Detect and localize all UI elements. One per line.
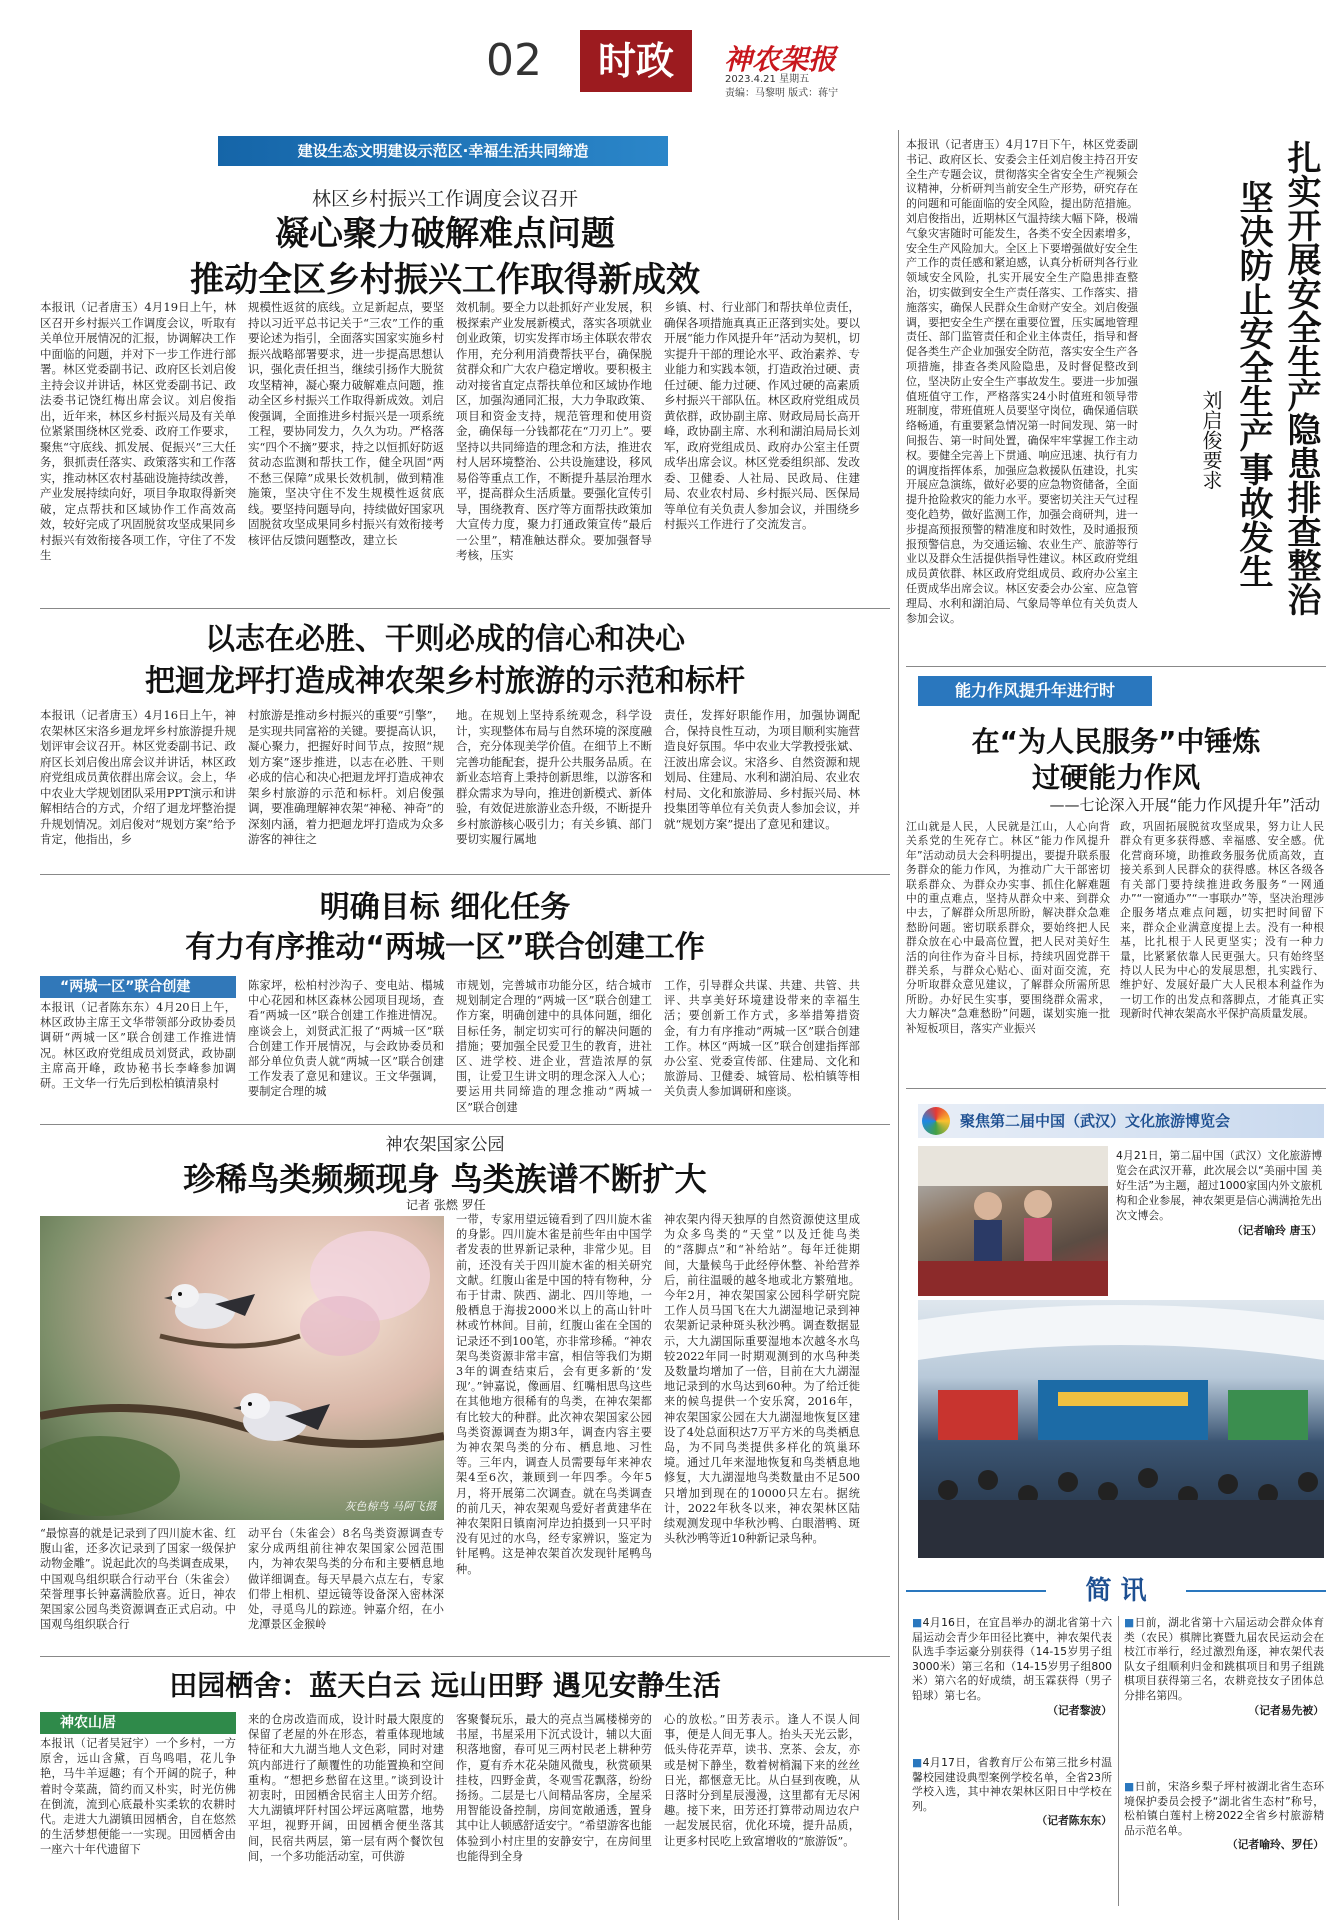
story1-kicker: 林区乡村振兴工作调度会议召开 — [311, 188, 578, 210]
story5-column-1: 本报讯（记者吴冠宇）一个乡村，一方原舍，远山含黛，百鸟鸣唱，花儿争艳，马牛羊逗趣；有个开阔的院子，种着时令菜蔬，简约而又朴实，时光仿佛在倒流，流到心底最朴实柔软的农耕时代。走进大九湖镇田园栖舍，自在悠然的生活梦想便能一一实现。田园栖舍由一座六十年代遗留下 — [40, 1737, 236, 1857]
story6-title-line2: 坚决防止安全生产事故发生 — [1233, 180, 1273, 588]
brief-credit: （记者黎波） — [1047, 1703, 1112, 1717]
expo-photo-1 — [918, 1146, 1108, 1296]
divider — [906, 666, 1326, 667]
story6-kicker: 刘启俊要求 — [1199, 390, 1223, 490]
bird-2 — [233, 1393, 330, 1441]
bird-1 — [164, 1284, 255, 1329]
expo-hall-illustration — [918, 1300, 1324, 1558]
photo-caption: 灰色椋鸟 马阿飞摄 — [344, 1500, 436, 1513]
brief-item: ■日前，宋洛乡梨子坪村被湖北省生态环境保护委员会授予“湖北省生态村”称号，松柏镇白莲村上榜2022全省乡村旅游精品示范名单。 （记者喻玲、罗任） — [1124, 1780, 1325, 1852]
story4-kicker: 神农架国家公园 — [385, 1135, 505, 1155]
story1-column-3: 效机制。要全力以赴抓好产业发展，积极探索产业发展新模式，落实各项就业创业政策，切实发挥市场主体联农带农作用，充分利用消费帮扶平台，确保脱贫群众和广大农户稳定增收。要积极主动对接省直定点帮扶单位和区域协作地区，加强沟通同汇报，大力争取政策、项目和资金支持，规范管理和使用资金，确保每一分钱都花在“刀刃上”。要坚持以共同缔造的理念和方法，推进农村人居环境整治、公共设施建设，移风易俗等重点工作，不断提升基层治理水平，提高群众生活质量。要强化宣传引导，围绕教育、医疗等方面帮扶政策加大宣传力度，聚力打通政策宣传“最后一公里”，精准触达群众。要加强督导考核，压实 — [456, 300, 652, 562]
story3-column-3: 市规划，完善城市功能分区，结合城市规划制定合理的“两城一区”联合创建工作方案，明确创建中的具体问题，细化目标任务，制定切实可行的解决问题的措施；要加强全民爱卫生的教育，进社区、进学校、进企业，营造浓厚的氛围，让爱卫生讲文明的理念深入人心；要运用共同缔造的理念推动“两城一区”联合创建 — [456, 979, 652, 1114]
divider — [40, 874, 890, 875]
brief-text: 4月16日，在宜昌举办的湖北省第十六届运动会青少年田径比赛中，神农架代表队选手李运豪分别获得（14-15岁男子组3000米）第三名和（14-15岁男子组800米）第六名的好成绩，胡玉霖获得（男子铅球）第七名。 — [912, 1616, 1113, 1702]
section-banner — [218, 136, 668, 166]
story4-column-4: 神农架内得天独厚的自然资源使这里成为众多鸟类的“天堂”以及迁徙鸟类的“落脚点”和“补给站”。每年迁徙期间，大量候鸟于此经停休整、补给营养后，前往温暖的越冬地或北方繁殖地。今年2月，神农架国家公园科学研究院工作人员马国飞在大九湖湿地记录到神农架新记录种斑头秋沙鸭。调查数据显示，大九湖国际重要湿地本次越冬水鸟较2022年同一时期观测到的水鸟种类及数量均增加了一倍，目前在大九湖湿地记录到的水鸟达到60种。为了给迁徙来的候鸟提供一个安乐窝，2016年，神农架国家公园在大九湖湿地恢复区建设了4处总面积达7万平方米的鸟类栖息岛，为不同鸟类提供多样化的筑巢环境。通过几年来湿地恢复和鸟类栖息地修复，大九湖湿地鸟类数量由不足500只增加到现在的10000只左右。据统计，2022年秋冬以来，神农架林区陆续观测发现中华秋沙鸭、白眼潜鸭、斑头秋沙鸭等近10种新记录鸟种。 — [664, 1213, 860, 1546]
brief-text: 4月17日，省教育厅公布第三批乡村温馨校园建设典型案例学校名单，全省23所学校入选，其中神农架林区阳日中学校在列。 — [912, 1756, 1113, 1813]
page-number: 02 — [486, 35, 542, 86]
story3-column-tag — [40, 976, 236, 998]
story2-column-2: 村旅游是推动乡村振兴的重要“引擎”，是实现共同富裕的关键。要提高认识，凝心聚力，把握好时间节点，按照“规划方案”逐步推进，以志在必胜、干则必成的信心和决心把迴龙坪打造成神农架乡村旅游的示范和标杆。刘启俊强调，要准确理解神农架“神秘、神奇”的深刻内涵，着力把迴龙坪打造成为众多游客的神往之 — [248, 708, 444, 846]
story7-title-line1: 在“为人民服务”中锤炼 — [971, 725, 1261, 758]
caption-text: 4月21日，第二届中国（武汉）文化旅游博览会在武汉开幕，此次展会以“美丽中国 美好生活”为主题，超过1000家国内外文旅机构和企业参展，神农架更是信心满满抢先出次文博会。 — [1116, 1149, 1322, 1222]
story3-column-4: 工作，引导群众共谋、共建、共管、共评、共享美好环境建设带来的幸福生活；要创新工作方式，多举措筹措资金，有力有序推动“两城一区”联合创建工作。林区“两城一区”联合创建指挥部办公室、党委宣传部、住建局、文化和旅游局、卫健委、城管局、松柏镇等相关负责人参加调研和座谈。 — [664, 979, 860, 1099]
story5-column-3: 客聚餐玩乐，最大的亮点当属楼梯旁的书屋，书屋采用下沉式设计，辅以大面积落地窗，春可见三两村民老上耕种劳作，夏有乔木花朵随风微曳，秋赏硕果挂枝，四野金黄，冬观雪花飘落，纷纷扬扬。二层是七八间精品客房，全屋采用智能设备控制，房间宽敞通透，置身其中让人顿感舒适安宁。“希望游客也能体验到小村庄里的安静安宁，在房间里也能得到全身 — [456, 1713, 652, 1863]
story6-vertical-title — [1146, 140, 1326, 660]
divider — [906, 1590, 1046, 1592]
bird-illustration — [40, 1216, 444, 1520]
story6-column: 本报讯（记者唐玉）4月17日下午，林区党委副书记、政府区长、安委会主任刘启俊主持召开安全生产专题会议，贯彻落实全省安全生产视频会议精神，分析研判当前安全生产形势，研究存在的问题和可能面临的安全风险，提出防范措施。刘启俊指出，近期林区气温持续大幅下降，极端气象灾害随时可能发生，各类不安全因素增多，安全生产风险加大。全区上下要增强做好安全生产工作的责任感和紧迫感，认真分析研判各行业领域安全风险，扎实开展安全生产隐患排查整治，切实做到安全生产责任落实、工作落实、措施落实，确保人民群众生命财产安全。刘启俊强调，要把安全生产摆在重要位置，压实属地管理责任、部门监管责任和企业主体责任，指导和督促各类生产企业加强安全防范，落实安全生产各项措施，排查各类风险隐患，及时督促整改到位，坚决防止安全生产事故发生。要进一步加强值班值守工作，严格落实24小时值班和领导带班制度，带班值班人员要坚守岗位，确保通信联络畅通，有重要紧急情况第一时间发现、第一时间报告、第一时间处置，确保牢牢掌握工作主动权。要健全完善上下贯通、响应迅速、执行有力的调度指挥体系，加强应急救援队伍建设，扎实开展应急演练，做好必要的应急物资储备，全面提升抢险救灾的能力水平。要密切关注天气过程变化趋势，做好监测工作，加强会商研判，进一步提高预报预警的精准度和时效性，及时通报预报预警信息，为交通运输、农业生产、旅游等行业以及群众生活提供指导性建议。林区政府党组成员黄依群、林区政府党组成员、政府办公室主任贾成华出席会议。林区安委会办公室、应急管理局、水利和湖泊局、气象局等单位有关负责人参加会议。 — [906, 138, 1138, 625]
story8-caption — [1116, 1148, 1322, 1294]
story2-column-4: 责任，发挥好职能作用，加强协调配合，保持良性互动，为项目顺利实施营造良好氛围。华中农业大学教授张斌、汪波出席会议。宋洛乡、自然资源和规划局、住建局、水利和湖泊局、农业农村局、文化和旅游局、乡村振兴局、林投集团等单位有关负责人参加会议，并就“规划方案”提出了意见和建议。 — [664, 708, 860, 831]
story2-title-line2: 把迴龙坪打造成神农架乡村旅游的示范和标杆 — [145, 664, 745, 699]
issue-date: 2023.4.21 星期五 — [725, 74, 810, 85]
paper-name: 神农架报 — [724, 43, 837, 76]
brief-item: ■4月17日，省教育厅公布第三批乡村温馨校园建设典型案例学校名单，全省23所学校入选，其中神农架林区阳日中学校在列。 （记者陈东东） — [912, 1756, 1113, 1828]
brief-text: 日前，湖北省第十六届运动会群众体育类（农民）棋牌比赛暨九届农民运动会在枝江市举行，经过激烈角逐，神农架代表队女子组顺利归金和跳棋项目和男子组跳棋项目获得第三名，农耕竞技女子团体总分排名第四。 — [1124, 1616, 1325, 1702]
story4-byline: 记者 张燃 罗任 — [406, 1198, 486, 1212]
briefs-header — [906, 1570, 1326, 1610]
column-divider — [898, 130, 899, 1920]
story4-title: 珍稀鸟类频频现身 鸟类族谱不断扩大 — [183, 1160, 707, 1198]
story2-title-line1: 以志在必胜、干则必成的信心和决心 — [205, 622, 685, 657]
story3-tag-text: “两城一区”联合创建 — [60, 979, 191, 995]
brief-item: ■日前，湖北省第十六届运动会群众体育类（农民）棋牌比赛暨九届农民运动会在枝江市举行，经过激烈角逐，神农架代表队女子组顺利归金和跳棋项目和男子组跳棋项目获得第三名，农耕竞技女子团体总分排名第四。 （记者易先被） — [1124, 1616, 1325, 1717]
story7-tag — [918, 676, 1152, 706]
divider — [40, 1124, 890, 1125]
divider — [1186, 1590, 1326, 1592]
story7-column-1: 江山就是人民，人民就是江山，人心向背关系党的生死存亡。林区“能力作风提升年”活动动员大会科明提出，要提升联系服务群众的能力作风，为推动广大干部密切联系群众、为群众办实事、抓住化解难题中的重点难点，坚持从群众中来、到群众中去，了解群众所思所盼，解决群众急难愁盼问题。密切联系群众，要始终把人民群众放在心中最高位置，把人民对美好生活的向往作为奋斗目标，持续巩固党群干群关系，与群众心贴心、面对面交流，充分听取群众意见建议，了解群众所需所思所盼。办好民生实事，要围绕群众需求，大力解决“急难愁盼”问题，谋划实施一批补短板项目，落实产业振兴 — [906, 820, 1110, 1035]
brief-credit: （记者易先被） — [1248, 1703, 1324, 1717]
story3-column-1: 本报讯（记者陈东东）4月20日上午，林区政协主席王文华带领部分政协委员调研“两城一区”联合创建工作推进情况。林区政府党组成员刘贤武，政协副主席高开峰，政协秘书长李峰参加调研。王文华一行先后到松柏镇清泉村 — [40, 1001, 236, 1091]
expo-logo-icon — [922, 1107, 950, 1135]
story5-column-4: 心的放松。”田芳表示。逢人不误人间事，便是人间无事人。抬头天光云影，低头侍花弄草，读书、烹茶、会友，亦或是树下静坐，数着树梢漏下来的丝丝日光，都惬意无比。从白昼到夜晚，从日落时分到星辰漫漫，这里都有无尽闲趣。接下来，田芳还打算带动周边农户一起发展民宿，优化环境，提升品质，让更多村民吃上致富增收的“旅游饭”。 — [664, 1713, 860, 1848]
story4-column-3: 一带，专家用望远镜看到了四川旋木雀的身影。四川旋木雀是前些年由中国学者发表的世界新记录种，非常少见。目前，还没有关于四川旋木雀的相关研究文献。红腹山雀是中国的特有物种，分布于甘肃、陕西、湖北、四川等地，一般栖息于海拔2000米以上的高山针叶林或竹林间。目前，红腹山雀在全国的记录还不到100笔，亦非常珍稀。“神农架鸟类资源非常丰富，相信等我们为期3年的调查结束后，会有更多新的‘发现’。”钟嘉说，像画眉、红嘴相思鸟这些在其他地方很稀有的鸟类，在神农架都有比较大的种群。此次神农架国家公园鸟类资源调查为期3年，调查内容主要为神农架鸟类的分布、栖息地、习性等。三年内，调查人员需要每年来神农架4至6次，兼顾到一年四季。今年5月，将开展第二次调查。就在鸟类调查的前几天，神农架观鸟爱好者黄建华在神农架阳日镇南河岸边拍摄到一只平时没有见过的水鸟，经专家辨识，鉴定为针尾鸭。这是神农架首次发现针尾鸭鸟种。 — [456, 1213, 652, 1576]
brief-credit: （记者喻玲、罗任） — [1226, 1838, 1324, 1852]
story1-title-line2: 推动全区乡村振兴工作取得新成效 — [190, 260, 700, 300]
expo-photo-2 — [918, 1300, 1324, 1558]
expo-booth-illustration — [918, 1146, 1108, 1296]
column-divider — [1118, 1616, 1119, 1906]
story1-column-1: 本报讯（记者唐玉）4月19日上午，林区召开乡村振兴工作调度会议，听取有关单位开展情况的汇报，协调解决工作中面临的问题，并对下一步工作进行部署。林区党委副书记、政府区长刘启俊主持会议并讲话，林区党委副书记、政法委书记饶红梅出席会议。刘启俊指出，近年来，林区乡村振兴局及有关单位紧紧围绕林区党委、政府工作要求，聚焦“守底线、抓发展、促振兴”三大任务，狠抓责任落实、政策落实和工作落实，推动林区农村基础设施持续改善，产业发展持续向好，项目争取取得新突破，定点帮扶和区域协作工作高效高效，较好完成了巩固脱贫攻坚成果同乡村振兴有效衔接各项工作，守住了不发生 — [40, 300, 236, 562]
caption-credit: （记者喻玲 唐玉） — [1231, 1224, 1322, 1237]
story5-column-tag — [40, 1712, 236, 1734]
bird-photo — [40, 1216, 444, 1520]
story3-title-line2: 有力有序推动“两城一区”联合创建工作 — [185, 930, 705, 965]
story7-title-line2: 过硬能力作风 — [1031, 761, 1200, 794]
editor-credits: 责编：马黎明 版式：蒋宁 — [725, 88, 839, 99]
story1-column-4: 乡镇、村、行业部门和帮扶单位责任，确保各项措施真真正正落到实处。要以开展“能力作风提升年”活动为契机，切实提升干部的理论水平、政治素养、专业能力和实践本领，打造政治过硬、责任过硬、能力过硬、作风过硬的高素质乡村振兴干部队伍。林区政府党组成员黄依群，政协副主席、财政局局长高开峰，政协副主席、水利和湖泊局局长刘军，政府党组成员、政府办公室主任贾成华出席会议。林区党委组织部、发改委、卫健委、人社局、民政局、住建局、农业农村局、乡村振兴局、医保局等单位有关负责人参加会议，并围绕乡村振兴工作进行了交流发言。 — [664, 300, 860, 531]
story7-tag-text: 能力作风提升年进行时 — [954, 681, 1115, 700]
story4-column-2: 动平台（朱雀会）8名鸟类资源调查专家分成两组前往神农架国家公园范围内，为神农架鸟类的分布和主要栖息地做详细调查。每天早晨六点左右，专家们带上相机、望远镜等设备深入密林深处，寻觅鸟儿的踪迹。钟嘉介绍，在小龙潭景区金猴岭 — [248, 1527, 444, 1632]
briefs-title: 简 讯 — [1085, 1576, 1147, 1606]
story7-column-2: 政，巩固拓展脱贫攻坚成果，努力让人民群众有更多获得感、幸福感、安全感。优化营商环境，助推政务服务优质高效，直接关系到人民群众的获得感。林区各级各有关部门要持续推进政务服务“一网通办”“一窗通办”“一事联办”等，坚决治理涉企服务堵点难点问题，切实把时间留下来，群众企业满意度提上去。没有一种根基，比扎根于人民更坚实；没有一种力量，比紧紧依靠人民更强大。只有始终坚持以人民为中心的发展思想，扎实践行、维护好、发展好最广大人民根本利益作为一切工作的出发点和落脚点，才能真正实现新时代神农架高水平保护高质量发展。 — [1120, 820, 1324, 1021]
story6-title-line1: 扎实开展安全生产隐患排查整治 — [1281, 140, 1321, 616]
story2-column-3: 地。在规划上坚持系统观念，科学设计，实现整体布局与自然环境的深度融合，充分体现美学价值。在细节上不断完善功能配套，提升公共服务品质。在新业态培育上秉持创新思维，以游客和群众需求为导向，推进创新模式、新体验，有效促进旅游业态升级，不断提升乡村旅游核心吸引力；有关乡镇、部门要切实履行属地 — [456, 708, 652, 846]
section-label: 时政 — [580, 30, 692, 92]
divider — [40, 1656, 890, 1657]
story5-title: 田园栖舍：蓝天白云 远山田野 遇见安静生活 — [169, 1669, 721, 1702]
story3-title-line1: 明确目标 细化任务 — [319, 890, 571, 925]
divider — [40, 608, 890, 609]
story4-column-1: “最惊喜的就是记录到了四川旋木雀、红腹山雀，还多次记录到了国家一级保护动物金雕”。说起此次的鸟类调查成果，中国观鸟组织联合行动平台（朱雀会）荣誉理事长钟嘉满脸欣喜。近日，神农架国家公园鸟类资源调查正式启动。中国观鸟组织联合行 — [40, 1527, 236, 1632]
brief-text: 日前，宋洛乡梨子坪村被湖北省生态环境保护委员会授予“湖北省生态村”称号，松柏镇白莲村上榜2022全省乡村旅游精品示范名单。 — [1124, 1780, 1325, 1837]
story5-column-2: 来的仓房改造而成，设计时最大限度的保留了老屋的外在形态，着重体现地域特征和大九湖当地人文色彩，同时对建筑内部进行了颠覆性的功能置换和空间重构。“想把乡愁留在这里。”谈到设计初衷时，田园栖舍民宿主人田芳介绍。大九湖镇坪阡村国公坪远离喧嚣，地势平坦，视野开阔，田园栖舍便坐落其间，民宿共两层，第一层有两个餐饮包间，一个多功能活动室，可供游 — [248, 1713, 444, 1863]
story8-tag-text: 聚焦第二届中国（武汉）文化旅游博览会 — [960, 1112, 1231, 1130]
story1-title-line1: 凝心聚力破解难点问题 — [275, 214, 615, 254]
story3-column-2: 陈家坪，松柏村沙沟子、变电站、榻城中心花园和林区森林公园项目现场，查看“两城一区”联合创建工作推进情况。座谈会上，刘贤武汇报了“两城一区”联合创建工作开展情况，与会政协委员和部分单位负责人就“两城一区”联合创建工作发表了意见和建议。王文华强调，要制定合理的城 — [248, 979, 444, 1099]
story5-tag-text: 神农山居 — [60, 1715, 116, 1731]
story8-header — [918, 1104, 1324, 1138]
brief-credit: （记者陈东东） — [1036, 1814, 1112, 1828]
banner-text: 建设生态文明建设示范区·幸福生活共同缔造 — [297, 142, 589, 160]
story1-column-2: 规模性返贫的底线。立足新起点，要坚持以习近平总书记关于“三农”工作的重要论述为指引，全面落实国家实施乡村振兴战略部署要求，进一步提高思想认识，强化责任担当，继续引扬作大脱贫攻坚精神，凝心聚力破解难点问题，推动全区乡村振兴工作取得新成效。刘启俊强调，全面推进乡村振兴是一项系统工程，要协同发力，久久为功。严格落实“四个不摘”要求，持之以恒抓好防返贫动态监测和帮扶工作，健全巩固“两不愁三保障”成果长效机制，做到精准施策，坚决守住不发生规模性返贫底线。要坚持问题导向，持续做好国家巩固脱贫攻坚成果同乡村振兴有效衔接考核评估反馈问题整改，建立长 — [248, 300, 444, 547]
brief-item: ■4月16日，在宜昌举办的湖北省第十六届运动会青少年田径比赛中，神农架代表队选手李运豪分别获得（14-15岁男子组3000米）第三名和（14-15岁男子组800米）第六名的好成绩，胡玉霖获得（男子铅球）第七名。 （记者黎波） — [912, 1616, 1113, 1717]
divider — [906, 1088, 1326, 1089]
story7-subtitle: ——七论深入开展“能力作风提升年”活动 — [1049, 796, 1320, 814]
story2-column-1: 本报讯（记者唐玉）4月16日上午，神农架林区宋洛乡迴龙坪乡村旅游提升规划评审会议召开。林区党委副书记、政府区长刘启俊出席会议并讲话，林区政府党组成员黄依群出席会议。会上，华中农业大学规划团队采用PPT演示和讲解相结合的方式，介绍了迴龙坪整治提升规划情况。刘启俊对“规划方案”给予肯定，他指出，乡 — [40, 708, 236, 846]
